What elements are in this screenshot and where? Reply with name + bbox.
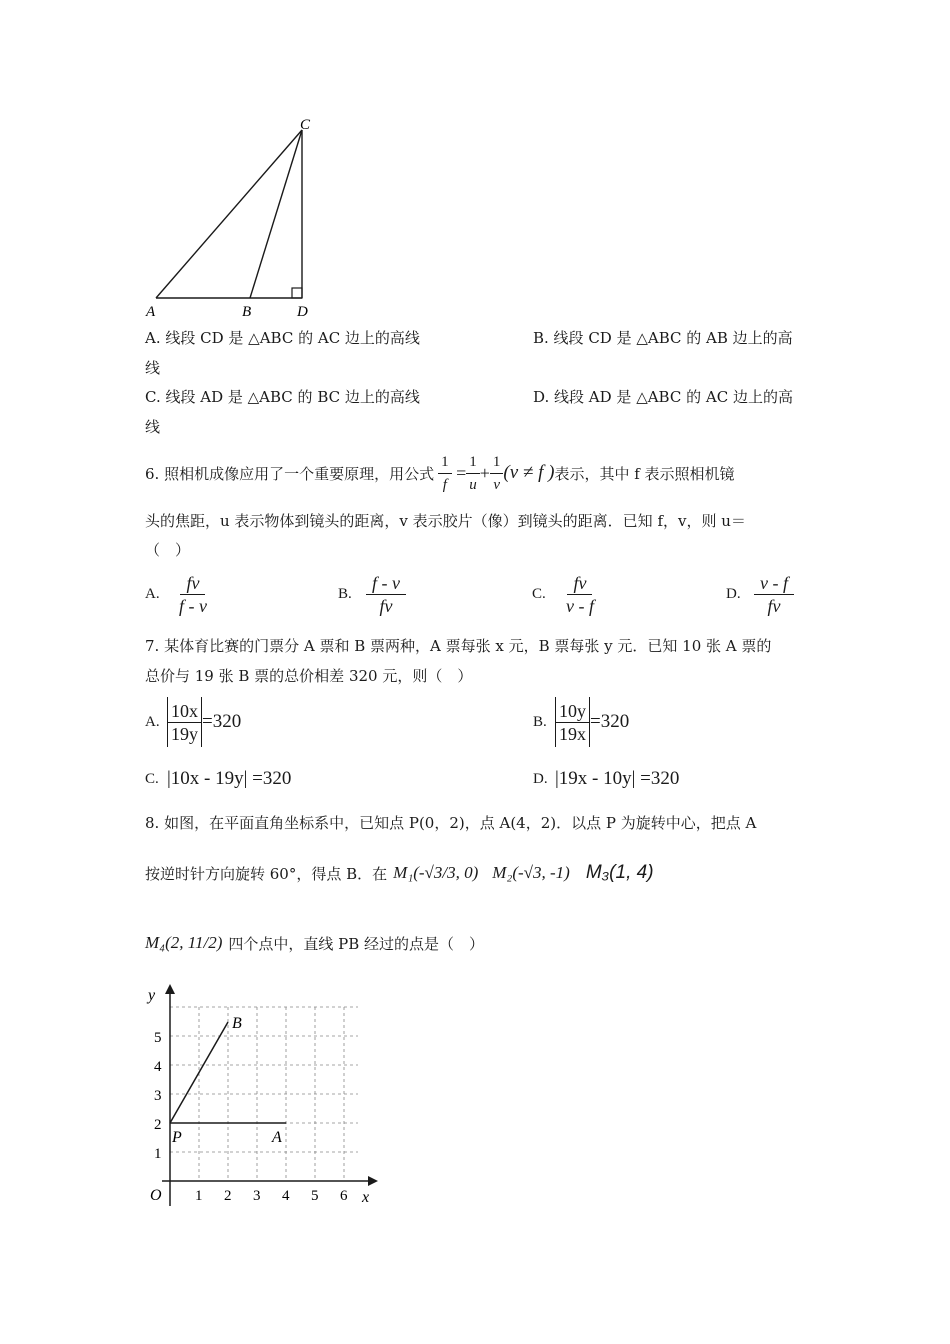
q7-line2: 总价与 19 张 B 票的总价相差 320 元，则（ ） [145,667,473,685]
q6-formula-cond: (v ≠ f ) [503,462,555,483]
point-label-B: B [232,1015,242,1032]
q7-line1: 7. 某体育比赛的门票分 A 票和 B 票两种，A 票每张 x 元，B 票每张 y 元．已知 10 张 A 票的 [145,637,772,655]
y-tick-2: 2 [154,1117,162,1133]
q6-option-d: D. $\frac{v - f}{fv}$ [726,572,794,617]
q6-formula-lhs: $\frac{1}{f}$ [438,451,452,496]
q6-after-formula: 表示，其中 f 表示照相机镜 [554,464,735,483]
q6-intro: 6. 照相机成像应用了一个重要原理，用公式 [145,464,435,483]
q5-option-d: D. 线段 AD 是 △ABC 的 AC 边上的高 [533,388,793,406]
q8-line1: 8. 如图，在平面直角坐标系中，已知点 P(0，2)，点 A(4，2)．以点 P 为旋转中心，把点 A [145,814,757,832]
q8-coordinate-graph [140,980,390,1215]
label-C: C [300,117,311,133]
q6-formula-t2: $\frac{1}{v}$ [490,451,504,496]
grid [170,1007,358,1181]
q6-option-b: B. $\frac{f - v}{fv}$ [338,572,406,617]
label-D: D [297,304,308,320]
q6-paren: （ ） [145,541,191,559]
x-tick-4: 4 [282,1188,290,1204]
x-axis-label: x [362,1189,370,1206]
label-B: B [242,304,252,320]
q5-option-c-cont: 线 [145,418,161,436]
q7-option-d: D. |19x - 10y| =320 [533,768,680,789]
point-label-A: A [272,1129,282,1146]
q5-option-a-cont: 线 [145,359,161,377]
x-tick-6: 6 [340,1188,348,1204]
y-axis-arrow [165,984,175,994]
q5-triangle-figure [140,112,330,322]
x-tick-1: 1 [195,1188,203,1204]
x-tick-2: 2 [224,1188,232,1204]
q5-option-a: A. 线段 CD 是 △ABC 的 AC 边上的高线 [145,329,420,347]
q7-option-a: A. $\frac{10x}{19y}$ =320 [145,697,241,747]
q7-option-c: C. |10x - 19y| =320 [145,768,292,789]
q6-formula-t1: $\frac{1}{u}$ [466,451,480,496]
x-tick-3: 3 [253,1188,261,1204]
y-tick-4: 4 [154,1059,162,1075]
q6-line1: 6. 照相机成像应用了一个重要原理，用公式 $\frac{1}{f}$ = $\frac{1}{u}$ + $\frac{1}{v}$ (v ≠ f ) 表示，其中 f 表示照相机镜 [145,448,735,498]
x-tick-5: 5 [311,1188,319,1204]
q7-option-b: B. $\frac{10y}{19x}$ =320 [533,697,629,747]
q8-point-m2: M₂(-√3, -1) [492,863,570,882]
q5-option-b: B. 线段 CD 是 △ABC 的 AB 边上的高 [533,329,793,347]
q8-line3 [145,918,484,968]
point-label-P: P [172,1129,182,1146]
q8-point-m3: M₃(1, 4) [585,862,654,883]
origin-label: O [150,1187,162,1204]
q6-option-c: C. $\frac{fv}{v - f}$ [532,573,594,616]
y-tick-1: 1 [154,1146,162,1162]
q8-line2 [145,843,654,903]
q6-option-a: A. $\frac{fv}{f - v}$ [145,573,207,616]
q8-point-m1: M₁(-√3/3, 0) [393,863,479,882]
y-axis-label: y [148,987,156,1004]
y-tick-5: 5 [154,1030,162,1046]
x-axis-arrow [368,1176,378,1186]
q5-option-c: C. 线段 AD 是 △ABC 的 BC 边上的高线 [145,388,420,406]
q8-line2-text: 按逆时针方向旋转 60°，得点 B．在 [145,864,388,883]
q8-point-m4: M₄(2, 11/2) [145,933,223,952]
y-tick-3: 3 [154,1088,162,1104]
label-A: A [146,304,156,320]
q6-line2: 头的焦距，u 表示物体到镜头的距离，v 表示胶片（像）到镜头的距离．已知 f，v，则 u＝ [145,512,746,530]
q8-line3-text: 四个点中，直线 PB 经过的点是（ ） [228,934,485,953]
